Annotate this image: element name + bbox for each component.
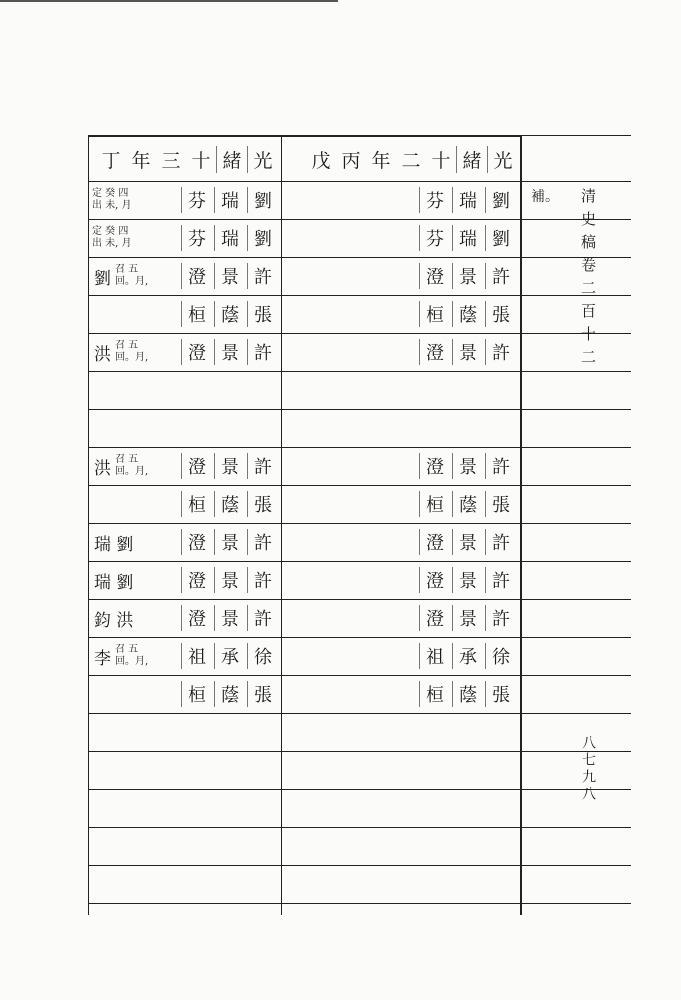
row-divider-margin [521, 675, 631, 676]
annotation-line: 定 癸 四 [92, 188, 129, 199]
table-divider-middle [281, 135, 282, 915]
right-row [284, 373, 516, 407]
header-char: 丁 [101, 149, 121, 172]
name-char: 景 [214, 453, 245, 479]
name-char: 景 [452, 567, 483, 593]
row-annotation [115, 454, 148, 478]
name-char: 許 [247, 567, 278, 593]
header-char: 年 [131, 149, 151, 172]
row-divider-margin [521, 409, 631, 410]
name-char: 蔭 [214, 301, 245, 327]
row-divider [88, 713, 521, 714]
name-char: 瑞 [452, 187, 483, 213]
left-row [92, 183, 278, 217]
header-char: 光 [487, 146, 518, 173]
left-names [179, 605, 278, 631]
name-char: 許 [485, 605, 516, 631]
right-header [284, 141, 518, 177]
table-top-border-margin [521, 135, 631, 136]
row-divider-margin [521, 485, 631, 486]
right-row [284, 487, 516, 521]
name-char: 劉 [247, 225, 278, 251]
row-divider [88, 903, 521, 904]
name-char: 蔭 [452, 681, 483, 707]
row-prefix: 劉 [94, 268, 111, 289]
name-char: 徐 [485, 643, 516, 669]
right-row [284, 297, 516, 331]
name-char: 承 [452, 643, 483, 669]
row-prefix: 洪 [94, 344, 111, 365]
row-prefix: 鈞 洪 [94, 610, 134, 631]
name-char: 張 [485, 491, 516, 517]
left-row [92, 335, 278, 369]
header-char: 年 [371, 149, 391, 172]
name-char: 景 [452, 453, 483, 479]
annotation-line: 召 五 [115, 340, 139, 351]
name-char: 蔭 [214, 491, 245, 517]
row-annotation [115, 264, 148, 288]
name-char: 張 [247, 681, 278, 707]
name-char: 景 [452, 339, 483, 365]
name-char: 芬 [181, 187, 212, 213]
header-char: 十 [431, 149, 451, 172]
row-divider-margin [521, 447, 631, 448]
annotation-line: 召 五 [115, 644, 139, 655]
right-row [284, 601, 516, 635]
left-names [179, 643, 278, 669]
name-char: 瑞 [214, 225, 245, 251]
name-char: 許 [247, 339, 278, 365]
page-number: 八七九八 [580, 735, 596, 803]
left-row [92, 221, 278, 255]
header-char: 十 [191, 149, 211, 172]
left-names [179, 491, 278, 517]
row-divider-margin [521, 827, 631, 828]
row-divider-margin [521, 713, 631, 714]
row-divider [88, 599, 521, 600]
right-row [284, 677, 516, 711]
name-char: 景 [214, 529, 245, 555]
row-prefix: 瑞 劉 [94, 572, 134, 593]
row-divider [88, 485, 521, 486]
annotation-line: 出 未, 月 [92, 238, 132, 249]
name-char: 蔭 [214, 681, 245, 707]
name-char: 許 [247, 529, 278, 555]
name-char: 蔭 [452, 491, 483, 517]
top-rule [0, 0, 338, 2]
table-divider-right [520, 135, 522, 915]
row-divider [88, 257, 521, 258]
name-char: 許 [485, 339, 516, 365]
row-divider [88, 219, 521, 220]
name-char: 澄 [181, 263, 212, 289]
left-row [92, 297, 278, 331]
name-char: 劉 [247, 187, 278, 213]
left-names [179, 453, 278, 479]
name-char: 張 [485, 301, 516, 327]
header-char: 緒 [216, 146, 247, 173]
row-divider [88, 523, 521, 524]
row-divider [88, 675, 521, 676]
row-divider [88, 295, 521, 296]
right-row [284, 259, 516, 293]
name-char: 澄 [419, 263, 450, 289]
row-prefix: 洪 [94, 458, 111, 479]
row-divider-margin [521, 789, 631, 790]
right-row [284, 411, 516, 445]
name-char: 芬 [181, 225, 212, 251]
header-char: 光 [247, 146, 278, 173]
name-char: 澄 [419, 605, 450, 631]
row-divider [88, 371, 521, 372]
row-divider-margin [521, 561, 631, 562]
table-top-border [88, 135, 521, 137]
left-names [179, 263, 278, 289]
name-char: 景 [214, 567, 245, 593]
row-prefix: 李 [94, 648, 111, 669]
name-char: 芬 [419, 187, 450, 213]
left-names [179, 681, 278, 707]
name-char: 許 [247, 605, 278, 631]
row-divider-margin [521, 599, 631, 600]
name-char: 澄 [181, 339, 212, 365]
name-char: 許 [485, 567, 516, 593]
name-char: 劉 [485, 225, 516, 251]
row-divider-margin [521, 903, 631, 904]
name-char: 桓 [419, 491, 450, 517]
left-row [92, 677, 278, 711]
annotation-line: 回。月, [115, 466, 149, 477]
name-char: 承 [214, 643, 245, 669]
row-divider-margin [521, 865, 631, 866]
register-table [88, 135, 521, 915]
right-row [284, 221, 516, 255]
left-row [92, 563, 278, 597]
annotation-line: 召 五 [115, 454, 139, 465]
header-char: 三 [161, 149, 181, 172]
left-names [179, 529, 278, 555]
row-annotation [92, 188, 132, 212]
name-char: 蔭 [452, 301, 483, 327]
left-row [92, 411, 278, 445]
table-border-left [88, 135, 89, 915]
left-row [92, 639, 278, 673]
row-divider [88, 561, 521, 562]
right-row [284, 449, 516, 483]
name-char: 景 [452, 605, 483, 631]
row-divider-margin [521, 751, 631, 752]
name-char: 景 [452, 529, 483, 555]
name-char: 澄 [181, 529, 212, 555]
name-char: 許 [485, 529, 516, 555]
name-char: 許 [485, 263, 516, 289]
name-char: 劉 [485, 187, 516, 213]
row-divider-margin [521, 181, 631, 182]
left-names [179, 339, 278, 365]
row-divider [88, 789, 521, 790]
name-char: 澄 [419, 339, 450, 365]
name-char: 澄 [419, 567, 450, 593]
name-char: 芬 [419, 225, 450, 251]
row-divider [88, 447, 521, 448]
header-char: 丙 [341, 149, 361, 172]
name-char: 桓 [181, 491, 212, 517]
name-char: 瑞 [452, 225, 483, 251]
header-char: 緒 [456, 146, 487, 173]
name-char: 張 [485, 681, 516, 707]
left-header [90, 141, 278, 177]
volume-title: 清史稿卷二百十二 [579, 188, 597, 372]
annotation-line: 回。月, [115, 276, 149, 287]
name-char: 景 [214, 339, 245, 365]
left-names [179, 567, 278, 593]
name-char: 許 [247, 453, 278, 479]
row-divider [88, 751, 521, 752]
name-char: 許 [485, 453, 516, 479]
name-char: 許 [247, 263, 278, 289]
left-row [92, 525, 278, 559]
left-names [179, 225, 278, 251]
name-char: 張 [247, 301, 278, 327]
name-char: 桓 [181, 301, 212, 327]
name-char: 景 [214, 263, 245, 289]
row-annotation [115, 340, 148, 364]
right-row [284, 335, 516, 369]
left-names [179, 187, 278, 213]
margin-mark [0, 330, 8, 344]
name-char: 徐 [247, 643, 278, 669]
row-divider [88, 865, 521, 866]
left-row [92, 259, 278, 293]
annotation-line: 召 五 [115, 264, 139, 275]
annotation-line: 回。月, [115, 656, 149, 667]
row-divider-margin [521, 523, 631, 524]
left-row [92, 373, 278, 407]
name-char: 張 [247, 491, 278, 517]
row-annotation [92, 226, 132, 250]
annotation-line: 回。月, [115, 352, 149, 363]
supplement-note: 補。 [531, 189, 559, 205]
right-row [284, 183, 516, 217]
header-char: 二 [401, 149, 421, 172]
name-char: 瑞 [214, 187, 245, 213]
header-char: 戊 [311, 149, 331, 172]
name-char: 澄 [419, 529, 450, 555]
name-char: 桓 [419, 301, 450, 327]
right-row [284, 525, 516, 559]
name-char: 祖 [419, 643, 450, 669]
annotation-line: 出 未, 月 [92, 200, 132, 211]
name-char: 澄 [181, 567, 212, 593]
name-char: 景 [452, 263, 483, 289]
left-row [92, 487, 278, 521]
annotation-line: 定 癸 四 [92, 226, 129, 237]
row-divider [88, 637, 521, 638]
row-annotation [115, 644, 148, 668]
name-char: 澄 [181, 605, 212, 631]
name-char: 澄 [181, 453, 212, 479]
row-divider [88, 827, 521, 828]
name-char: 桓 [419, 681, 450, 707]
row-divider [88, 333, 521, 334]
name-char: 桓 [181, 681, 212, 707]
right-row [284, 639, 516, 673]
right-row [284, 563, 516, 597]
name-char: 景 [214, 605, 245, 631]
row-divider [88, 409, 521, 410]
row-prefix: 瑞 劉 [94, 534, 134, 555]
left-row [92, 449, 278, 483]
left-row [92, 601, 278, 635]
name-char: 祖 [181, 643, 212, 669]
row-divider [88, 181, 521, 182]
row-divider-margin [521, 637, 631, 638]
name-char: 澄 [419, 453, 450, 479]
left-names [179, 301, 278, 327]
